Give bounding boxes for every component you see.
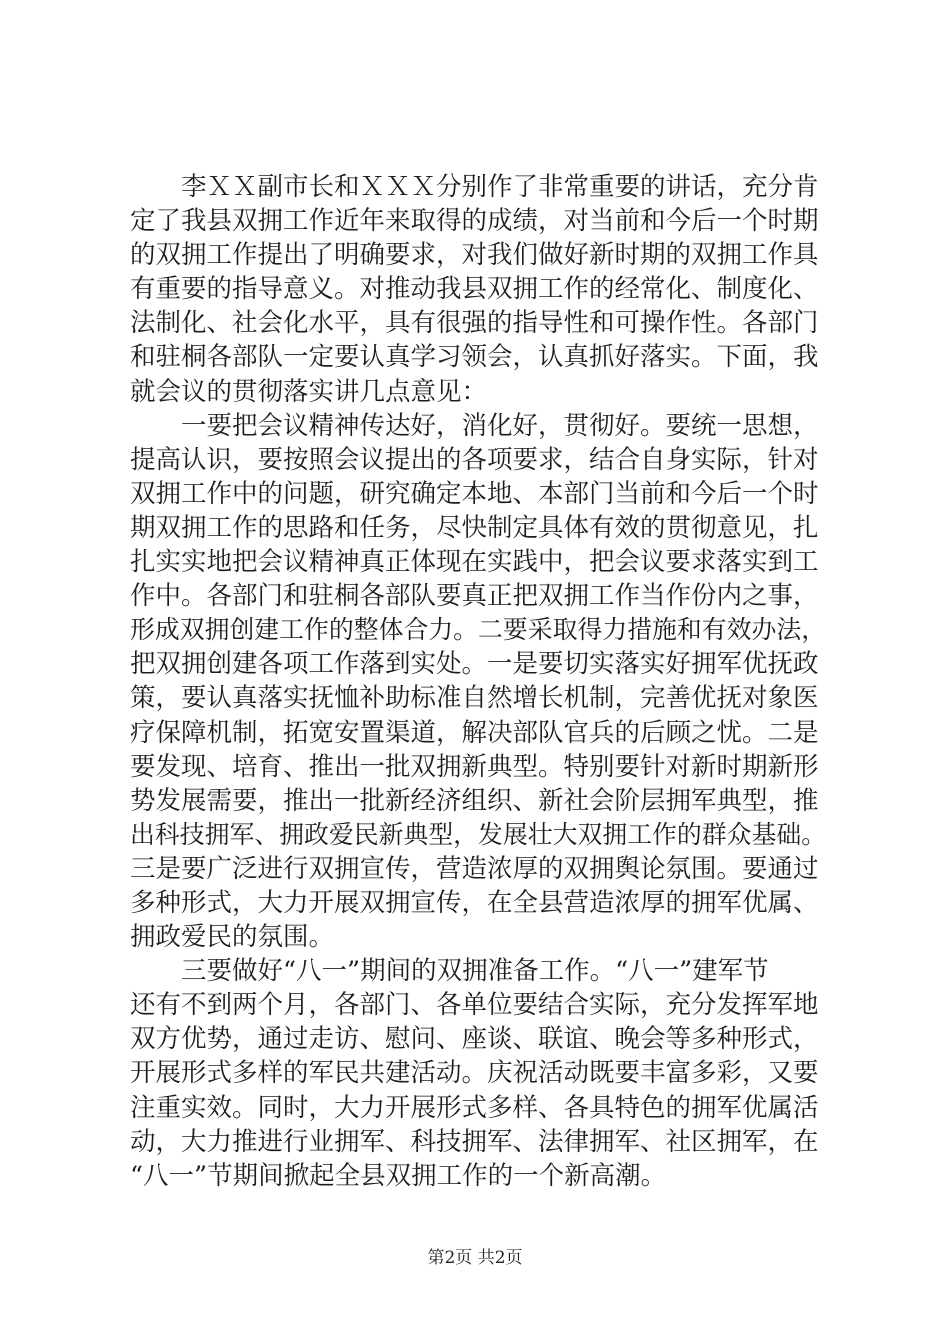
text-line: 三是要广泛进行双拥宣传，营造浓厚的双拥舆论氛围。要通过 [130, 853, 819, 884]
text-line: 提高认识，要按照会议提出的各项要求，结合自身实际，针对 [130, 444, 819, 475]
text-line: 把双拥创建各项工作落到实处。一是要切实落实好拥军优抚政 [130, 649, 819, 680]
text-line: 动，大力推进行业拥军、科技拥军、法律拥军、社区拥军，在 [130, 1126, 819, 1157]
text-line: 法制化、社会化水平，具有很强的指导性和可操作性。各部门 [130, 308, 819, 339]
text-line: 双方优势，通过走访、慰问、座谈、联谊、晚会等多种形式， [130, 1024, 819, 1055]
text-line: 多种形式，大力开展双拥宣传，在全县营造浓厚的拥军优属、 [130, 887, 819, 918]
text-line: 的双拥工作提出了明确要求，对我们做好新时期的双拥工作具 [130, 240, 819, 271]
text-line: 要发现、培育、推出一批双拥新典型。特别要针对新时期新形 [130, 751, 819, 782]
text-line: 有重要的指导意义。对推动我县双拥工作的经常化、制度化、 [130, 274, 819, 305]
text-line: 一要把会议精神传达好，消化好，贯彻好。要统一思想， [130, 410, 819, 441]
text-line: 双拥工作中的问题，研究确定本地、本部门当前和今后一个时 [130, 478, 819, 509]
text-line: 作中。各部门和驻桐各部队要真正把双拥工作当作份内之事， [130, 581, 819, 612]
text-line: 注重实效。同时，大力开展形式多样、各具特色的拥军优属活 [130, 1092, 819, 1123]
text-line: 和驻桐各部队一定要认真学习领会，认真抓好落实。下面，我 [130, 342, 819, 373]
text-line: “八一”节期间掀起全县双拥工作的一个新高潮。 [130, 1160, 667, 1191]
text-line: 势发展需要，推出一批新经济组织、新社会阶层拥军典型，推 [130, 785, 819, 816]
text-line: 期双拥工作的思路和任务，尽快制定具体有效的贯彻意见，扎 [130, 512, 819, 543]
body-text [130, 170, 830, 1193]
page-footer: 第2页 共2页 [427, 1248, 523, 1268]
text-line: 疗保障机制，拓宽安置渠道，解决部队官兵的后顾之忧。二是 [130, 717, 819, 748]
text-line: 就会议的贯彻落实讲几点意见： [130, 376, 488, 407]
text-line: 出科技拥军、拥政爱民新典型，发展壮大双拥工作的群众基础。 [130, 819, 827, 849]
text-line: 形成双拥创建工作的整体合力。二要采取得力措施和有效办法， [130, 615, 827, 645]
text-line: 李ＸＸ副市长和ＸＸＸ分别作了非常重要的讲话，充分肯 [130, 172, 819, 202]
text-line: 扎实实地把会议精神真正体现在实践中，把会议要求落实到工 [130, 547, 819, 578]
text-line: 三要做好“八一”期间的双拥准备工作。“八一”建军节 [130, 956, 769, 987]
text-line: 定了我县双拥工作近年来取得的成绩，对当前和今后一个时期 [130, 206, 819, 237]
text-line: 策，要认真落实抚恤补助标准自然增长机制，完善优抚对象医 [130, 683, 819, 714]
text-line: 还有不到两个月，各部门、各单位要结合实际，充分发挥军地 [130, 990, 819, 1021]
text-line: 拥政爱民的氛围。 [130, 922, 335, 953]
text-line: 开展形式多样的军民共建活动。庆祝活动既要丰富多彩，又要 [130, 1058, 819, 1089]
